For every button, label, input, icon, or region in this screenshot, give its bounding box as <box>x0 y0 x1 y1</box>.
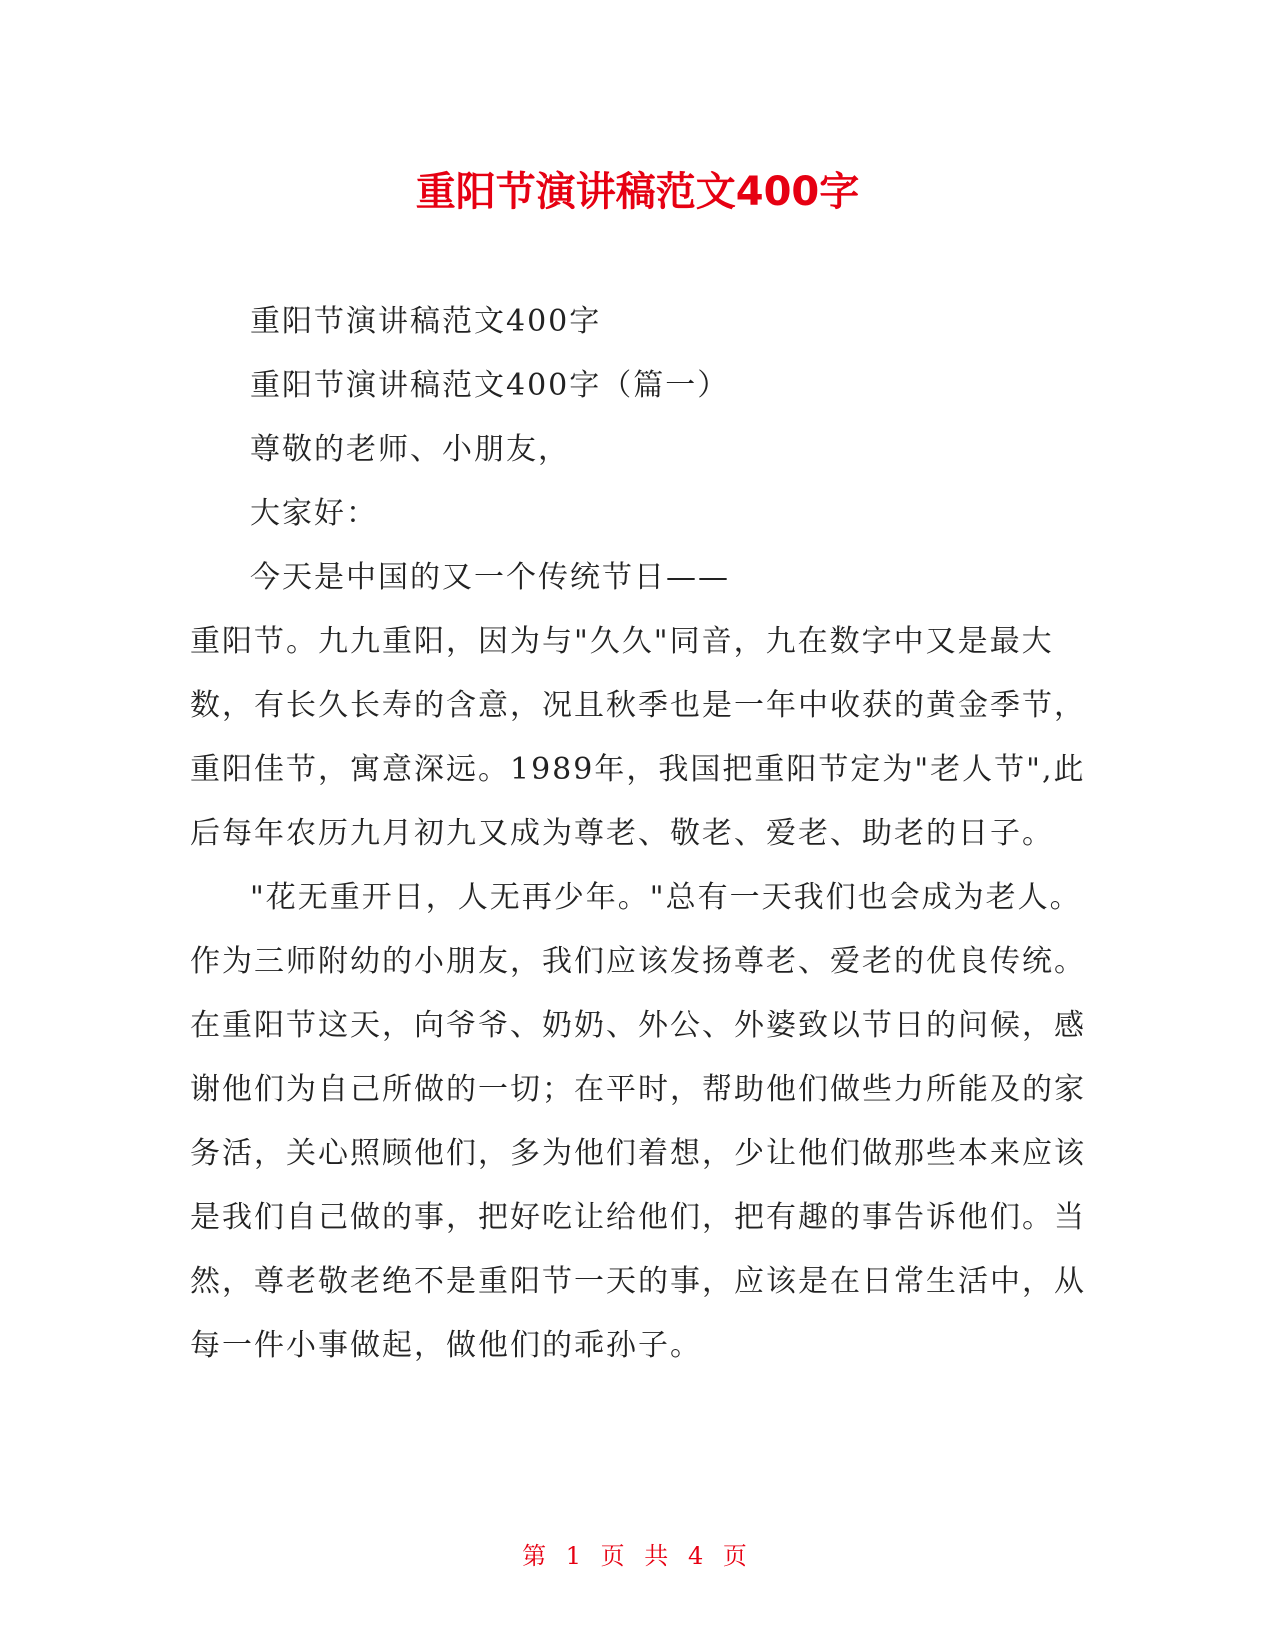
paragraph-body-1: 重阳节。九九重阳，因为与"久久"同音，九在数字中又是最大数，有长久长寿的含意，况且秋季也是一年中收获的黄金季节，重阳佳节，寓意深远。1989年，我国把重阳节定为"老人节",此后每年农历九月初九又成为尊老、敬老、爱老、助老的日子。 <box>190 624 1086 851</box>
page-footer: 第 1 页 共 4 页 <box>522 1542 753 1570</box>
paragraph-subheading: 重阳节演讲稿范文400字（篇一） <box>250 368 730 403</box>
document-title: 重阳节演讲稿范文400字 <box>415 169 860 215</box>
paragraph-salutation: 尊敬的老师、小朋友， <box>250 432 570 467</box>
paragraph-body-2: "花无重开日，人无再少年。"总有一天我们也会成为老人。作为三师附幼的小朋友，我们应该发扬尊老、爱老的优良传统。在重阳节这天，向爷爷、奶奶、外公、外婆致以节日的问候，感谢他们为自己所做的一切；在平时，帮助他们做些力所能及的家务活，关心照顾他们，多为他们着想，少让他们做那些本来应该是我们自己做的事，把好吃让给他们，把有趣的事告诉他们。当然，尊老敬老绝不是重阳节一天的事，应该是在日常生活中，从每一件小事做起，做他们的乖孙子。 <box>190 880 1086 1363</box>
paragraph-intro: 今天是中国的又一个传统节日—— <box>250 560 730 595</box>
document-body <box>190 290 1090 1378</box>
paragraph-heading: 重阳节演讲稿范文400字 <box>250 304 602 339</box>
paragraph-greeting: 大家好： <box>250 496 378 531</box>
